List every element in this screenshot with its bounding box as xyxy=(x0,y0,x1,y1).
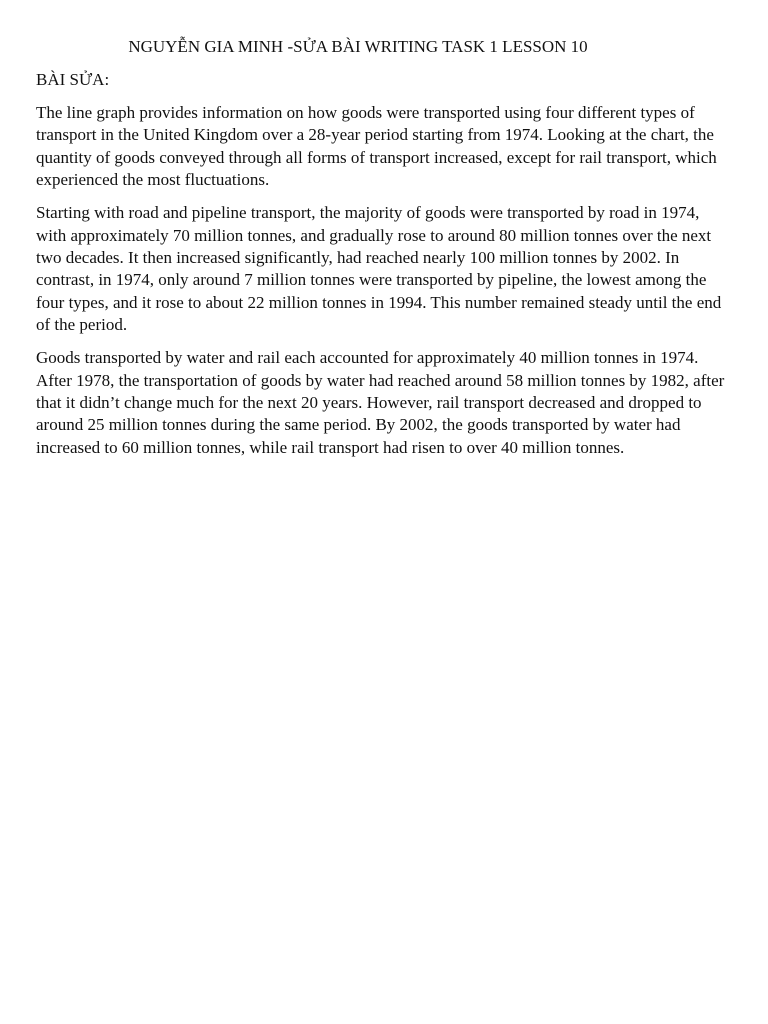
paragraph-2: Starting with road and pipeline transport, the majority of goods were transported by road in 1974, with approximately 70 million tonnes, and gradually rose to around 80 million tonnes over the next two decades. It then increased significantly, had reached nearly 100 million tonnes by 2002. In contrast, in 1974, only around 7 million tonnes were transported by pipeline, the lowest among the four types, and it rose to about 22 million tonnes in 1994. This number remained steady until the end of the period. xyxy=(36,203,722,335)
essay-body xyxy=(36,102,732,470)
paragraph-3: Goods transported by water and rail each accounted for approximately 40 million tonnes in 1974. After 1978, the transportation of goods by water had reached around 58 million tonnes by 1982, after that it didn’t change much for the next 20 years. However, rail transport decreased and dropped to around 25 million tonnes during the same period. By 2002, the goods transported by water had increased to 60 million tonnes, while rail transport had risen to over 40 million tonnes. xyxy=(36,348,725,457)
paragraph-1: The line graph provides information on how goods were transported using four different types of transport in the United Kingdom over a 28-year period starting from 1974. Looking at the chart, the quantity of goods conveyed through all forms of transport increased, except for rail transport, which experienced the most fluctuations. xyxy=(36,103,717,190)
section-label: BÀI SỬA: xyxy=(36,70,110,89)
document-title: NGUYỄN GIA MINH -SỬA BÀI WRITING TASK 1 LESSON 10 xyxy=(128,37,588,56)
